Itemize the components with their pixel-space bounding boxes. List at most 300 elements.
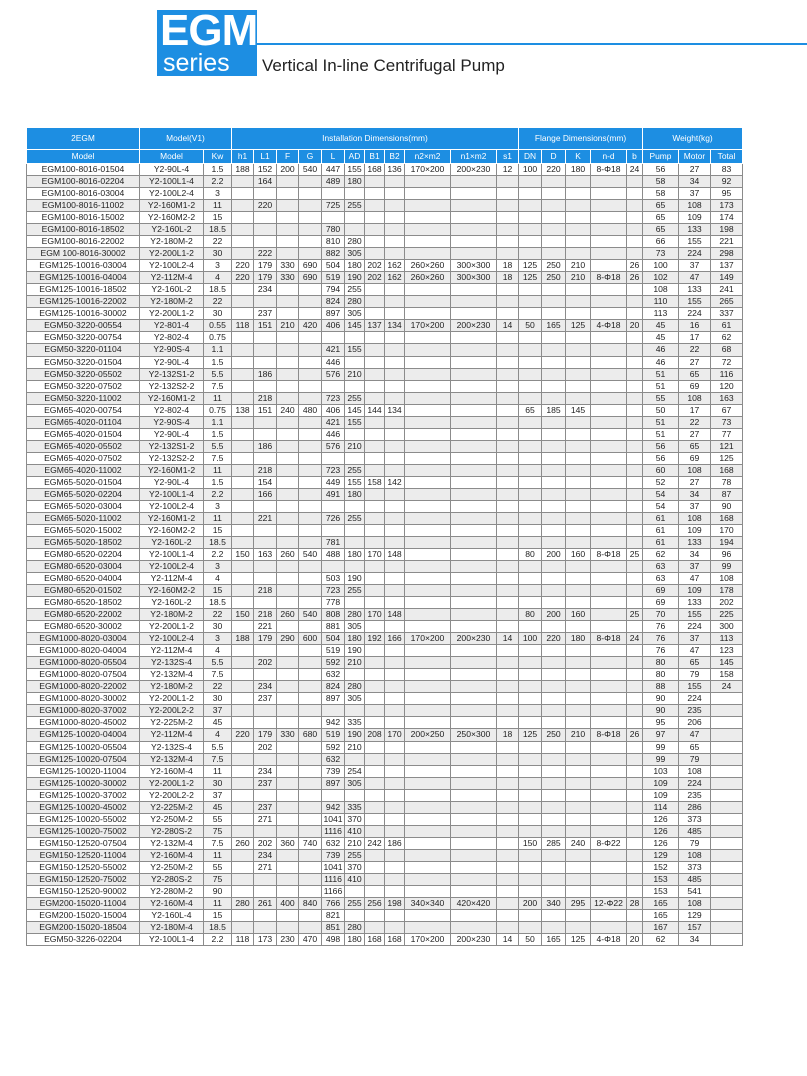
table-cell — [627, 693, 643, 705]
table-cell: Y2-200L1-2 — [140, 777, 204, 789]
table-cell — [345, 536, 365, 548]
table-cell — [232, 512, 254, 524]
table-cell — [345, 332, 365, 344]
table-cell: 65 — [643, 212, 679, 224]
table-cell — [591, 561, 627, 573]
table-cell: Y2-132S2-2 — [140, 452, 204, 464]
table-cell: EGM65-4020-07502 — [27, 452, 140, 464]
table-cell — [519, 921, 542, 933]
table-cell — [254, 296, 277, 308]
table-cell — [542, 416, 566, 428]
table-cell: 5.5 — [204, 741, 232, 753]
table-cell: EGM1000-8020-22002 — [27, 681, 140, 693]
table-cell — [232, 741, 254, 753]
table-cell: Y2-200L2-2 — [140, 705, 204, 717]
table-cell: 200 — [519, 897, 542, 909]
table-cell: 180 — [345, 260, 365, 272]
table-cell — [591, 188, 627, 200]
table-cell — [405, 609, 451, 621]
table-cell — [566, 284, 591, 296]
table-cell — [385, 344, 405, 356]
table-cell: EGM65-5020-18502 — [27, 536, 140, 548]
table-cell — [497, 200, 519, 212]
table-cell — [566, 488, 591, 500]
table-cell: 178 — [711, 585, 743, 597]
table-cell: 186 — [254, 440, 277, 452]
table-cell — [254, 561, 277, 573]
table-cell — [627, 488, 643, 500]
table-cell — [497, 512, 519, 524]
table-cell — [542, 536, 566, 548]
table-cell — [385, 861, 405, 873]
column-header: B1 — [365, 150, 385, 164]
table-cell — [566, 657, 591, 669]
table-cell: Y2-160M-4 — [140, 849, 204, 861]
table-cell: 62 — [643, 549, 679, 561]
table-cell — [566, 212, 591, 224]
table-cell — [405, 789, 451, 801]
table-cell: Y2-90L-4 — [140, 476, 204, 488]
table-cell — [232, 248, 254, 260]
table-cell — [497, 248, 519, 260]
table-cell: 220 — [232, 272, 254, 284]
table-cell — [365, 356, 385, 368]
table-cell: 102 — [643, 272, 679, 284]
table-cell: Y2-90S-4 — [140, 416, 204, 428]
table-cell: 15 — [204, 909, 232, 921]
table-cell — [277, 765, 299, 777]
table-cell: EGM125-10020-04004 — [27, 729, 140, 741]
table-cell — [451, 392, 497, 404]
table-cell: 739 — [322, 765, 345, 777]
table-row — [27, 693, 743, 705]
table-cell: 280 — [345, 609, 365, 621]
table-cell — [519, 765, 542, 777]
table-cell — [566, 248, 591, 260]
table-cell — [277, 573, 299, 585]
table-cell: 180 — [566, 164, 591, 176]
table-cell — [254, 356, 277, 368]
table-cell: 208 — [365, 729, 385, 741]
table-cell — [451, 573, 497, 585]
table-cell — [591, 176, 627, 188]
table-cell — [566, 188, 591, 200]
table-cell: EGM150-12520-55002 — [27, 861, 140, 873]
table-cell — [566, 332, 591, 344]
column-header: F — [277, 150, 299, 164]
table-cell — [451, 212, 497, 224]
table-cell — [277, 585, 299, 597]
table-cell — [299, 741, 322, 753]
table-cell — [627, 536, 643, 548]
table-cell: EGM65-5020-03004 — [27, 500, 140, 512]
table-cell: EGM150-12520-11004 — [27, 849, 140, 861]
table-cell: 20 — [627, 934, 643, 946]
table-cell — [299, 669, 322, 681]
table-row — [27, 909, 743, 921]
table-cell — [385, 621, 405, 633]
table-cell — [254, 717, 277, 729]
table-cell — [566, 921, 591, 933]
table-cell — [627, 885, 643, 897]
column-header: G — [299, 150, 322, 164]
table-cell: 118 — [232, 320, 254, 332]
table-cell — [591, 344, 627, 356]
table-cell — [299, 284, 322, 296]
table-cell — [497, 188, 519, 200]
table-cell: 22 — [679, 416, 711, 428]
table-cell: 75 — [204, 873, 232, 885]
table-cell — [627, 873, 643, 885]
table-cell: 4 — [204, 272, 232, 284]
table-cell — [365, 657, 385, 669]
table-cell — [232, 212, 254, 224]
table-cell: 145 — [345, 404, 365, 416]
table-cell — [365, 392, 385, 404]
table-cell — [519, 428, 542, 440]
table-cell: 14 — [497, 934, 519, 946]
table-cell: 150 — [232, 609, 254, 621]
table-cell — [497, 368, 519, 380]
table-cell — [365, 452, 385, 464]
table-cell: 210 — [345, 741, 365, 753]
table-cell — [591, 368, 627, 380]
table-cell — [345, 789, 365, 801]
table-cell: 27 — [679, 428, 711, 440]
table-cell: 726 — [322, 512, 345, 524]
table-cell: 541 — [679, 885, 711, 897]
table-cell — [385, 801, 405, 813]
table-cell: Y2-802-4 — [140, 404, 204, 416]
table-cell: 210 — [566, 260, 591, 272]
header-rule — [257, 43, 807, 45]
table-cell: Y2-100L1-4 — [140, 488, 204, 500]
table-cell — [591, 789, 627, 801]
table-cell: 155 — [345, 416, 365, 428]
table-cell — [627, 669, 643, 681]
table-cell: 165 — [542, 934, 566, 946]
table-cell — [542, 308, 566, 320]
table-cell — [591, 597, 627, 609]
table-cell — [385, 573, 405, 585]
table-cell: 540 — [299, 164, 322, 176]
table-cell: 18 — [497, 272, 519, 284]
table-cell — [451, 536, 497, 548]
table-cell: 202 — [254, 657, 277, 669]
table-cell: 83 — [711, 164, 743, 176]
table-cell: 489 — [322, 176, 345, 188]
table-cell — [542, 452, 566, 464]
table-cell: 237 — [254, 308, 277, 320]
table-cell — [497, 801, 519, 813]
table-cell: 179 — [254, 729, 277, 741]
table-cell — [365, 296, 385, 308]
table-cell — [232, 849, 254, 861]
table-cell — [451, 476, 497, 488]
table-cell: EGM125-10016-03004 — [27, 260, 140, 272]
table-cell: EGM65-4020-00754 — [27, 404, 140, 416]
table-cell: 290 — [277, 633, 299, 645]
table-cell: 45 — [204, 801, 232, 813]
table-cell: 180 — [345, 549, 365, 561]
table-cell — [542, 885, 566, 897]
table-cell — [365, 224, 385, 236]
table-cell — [519, 344, 542, 356]
table-cell — [232, 236, 254, 248]
table-cell: 370 — [345, 813, 365, 825]
table-cell: 218 — [254, 392, 277, 404]
table-cell — [277, 789, 299, 801]
table-cell: 37 — [679, 561, 711, 573]
table-cell — [566, 524, 591, 536]
table-cell — [711, 885, 743, 897]
table-cell: 137 — [711, 260, 743, 272]
table-cell — [365, 861, 385, 873]
table-cell: 79 — [679, 669, 711, 681]
table-row — [27, 873, 743, 885]
table-cell: 255 — [345, 585, 365, 597]
table-cell — [519, 512, 542, 524]
table-row — [27, 573, 743, 585]
table-cell: 1.5 — [204, 428, 232, 440]
table-cell: 22 — [679, 344, 711, 356]
table-cell — [299, 789, 322, 801]
column-header: Kw — [204, 150, 232, 164]
table-cell — [254, 597, 277, 609]
table-cell — [405, 332, 451, 344]
table-cell — [232, 392, 254, 404]
table-cell — [497, 176, 519, 188]
table-cell — [497, 885, 519, 897]
table-cell: 90 — [711, 500, 743, 512]
table-cell: 8-Φ18 — [591, 729, 627, 741]
table-cell: 180 — [345, 488, 365, 500]
table-cell: 234 — [254, 681, 277, 693]
table-cell: 110 — [643, 296, 679, 308]
table-cell: Y2-100L1-4 — [140, 176, 204, 188]
table-cell — [566, 236, 591, 248]
table-cell — [299, 212, 322, 224]
table-cell — [299, 224, 322, 236]
table-cell — [627, 404, 643, 416]
table-cell: 330 — [277, 260, 299, 272]
table-cell — [591, 825, 627, 837]
table-cell — [277, 825, 299, 837]
table-cell: 449 — [322, 476, 345, 488]
table-cell: 210 — [345, 837, 365, 849]
table-cell — [497, 356, 519, 368]
table-cell: EGM50-3220-11002 — [27, 392, 140, 404]
table-cell: 69 — [679, 380, 711, 392]
table-cell — [542, 464, 566, 476]
table-cell: 126 — [643, 813, 679, 825]
column-header: B2 — [385, 150, 405, 164]
table-cell: 330 — [277, 729, 299, 741]
table-cell — [451, 813, 497, 825]
table-cell: 242 — [365, 837, 385, 849]
table-cell: 108 — [679, 392, 711, 404]
table-cell — [365, 777, 385, 789]
table-cell: 406 — [322, 404, 345, 416]
table-cell: Y2-180M-4 — [140, 921, 204, 933]
table-cell: 504 — [322, 633, 345, 645]
table-cell — [627, 176, 643, 188]
table-cell — [451, 669, 497, 681]
table-cell — [322, 789, 345, 801]
table-cell — [277, 681, 299, 693]
table-cell — [591, 512, 627, 524]
table-cell — [542, 813, 566, 825]
table-cell — [277, 873, 299, 885]
table-cell: 73 — [643, 248, 679, 260]
column-header: Model — [140, 150, 204, 164]
table-cell: 100 — [643, 260, 679, 272]
table-cell — [232, 176, 254, 188]
table-cell: Y2-160M1-2 — [140, 392, 204, 404]
table-cell: EGM125-10020-55002 — [27, 813, 140, 825]
table-cell: 37 — [679, 188, 711, 200]
table-cell — [591, 200, 627, 212]
table-cell — [232, 476, 254, 488]
table-cell — [497, 500, 519, 512]
table-cell — [385, 488, 405, 500]
table-cell: 61 — [711, 320, 743, 332]
group-header-flange: Flange Dimensions(mm) — [519, 128, 643, 150]
table-cell: 942 — [322, 717, 345, 729]
table-cell — [451, 416, 497, 428]
table-cell: EGM150-12520-90002 — [27, 885, 140, 897]
table-cell: Y2-112M-4 — [140, 645, 204, 657]
table-cell — [232, 645, 254, 657]
table-cell: 491 — [322, 488, 345, 500]
group-header-row — [27, 128, 743, 150]
table-cell — [566, 512, 591, 524]
table-cell: 12 — [497, 164, 519, 176]
table-cell — [519, 873, 542, 885]
table-cell — [345, 705, 365, 717]
table-cell: 37 — [204, 789, 232, 801]
table-cell — [365, 416, 385, 428]
table-cell: 7.5 — [204, 669, 232, 681]
table-row — [27, 681, 743, 693]
table-row — [27, 536, 743, 548]
table-row — [27, 488, 743, 500]
table-cell — [405, 741, 451, 753]
table-cell — [591, 909, 627, 921]
table-cell: 1.1 — [204, 344, 232, 356]
table-cell: 137 — [365, 320, 385, 332]
table-cell: 1116 — [322, 825, 345, 837]
table-cell: 592 — [322, 741, 345, 753]
table-cell — [254, 825, 277, 837]
table-cell: 4-Φ18 — [591, 934, 627, 946]
table-cell — [385, 849, 405, 861]
table-cell: Y2-132M-4 — [140, 837, 204, 849]
table-cell: 65 — [643, 224, 679, 236]
table-cell — [405, 681, 451, 693]
table-cell — [277, 212, 299, 224]
table-cell: 8-Φ18 — [591, 549, 627, 561]
table-cell — [405, 236, 451, 248]
table-cell — [542, 248, 566, 260]
table-cell — [591, 464, 627, 476]
table-cell — [299, 344, 322, 356]
table-cell: 11 — [204, 765, 232, 777]
table-cell — [497, 861, 519, 873]
table-cell: 14 — [497, 633, 519, 645]
table-cell — [542, 849, 566, 861]
table-cell — [451, 873, 497, 885]
table-row — [27, 368, 743, 380]
table-row — [27, 428, 743, 440]
table-cell: 220 — [254, 200, 277, 212]
table-cell: 65 — [679, 368, 711, 380]
table-cell — [627, 705, 643, 717]
table-cell: 298 — [711, 248, 743, 260]
table-cell — [711, 777, 743, 789]
table-row — [27, 729, 743, 741]
table-cell: 305 — [345, 308, 365, 320]
table-cell: Y2-90L-4 — [140, 356, 204, 368]
table-cell: 70 — [643, 609, 679, 621]
table-cell — [365, 909, 385, 921]
table-cell — [542, 825, 566, 837]
table-cell — [519, 585, 542, 597]
table-cell: 45 — [643, 320, 679, 332]
table-row — [27, 524, 743, 536]
table-cell — [299, 512, 322, 524]
table-cell: 30 — [204, 248, 232, 260]
table-cell — [232, 368, 254, 380]
table-cell: 65 — [679, 741, 711, 753]
table-cell: Y2-100L1-4 — [140, 934, 204, 946]
table-row — [27, 320, 743, 332]
table-cell: 739 — [322, 849, 345, 861]
table-cell — [497, 681, 519, 693]
table-cell: 37 — [679, 633, 711, 645]
table-cell — [519, 452, 542, 464]
table-cell — [591, 681, 627, 693]
table-cell: 144 — [365, 404, 385, 416]
table-cell: 4 — [204, 645, 232, 657]
table-cell — [451, 621, 497, 633]
table-cell: 200 — [542, 609, 566, 621]
table-cell: 881 — [322, 621, 345, 633]
table-cell — [542, 212, 566, 224]
table-cell: 840 — [299, 897, 322, 909]
table-cell: 149 — [711, 272, 743, 284]
table-cell — [627, 813, 643, 825]
table-cell: 260×260 — [405, 260, 451, 272]
table-cell — [254, 344, 277, 356]
table-cell — [711, 934, 743, 946]
table-cell — [497, 837, 519, 849]
table-cell — [277, 705, 299, 717]
table-row — [27, 332, 743, 344]
table-cell: 220 — [542, 164, 566, 176]
table-cell: 90 — [204, 885, 232, 897]
table-cell — [542, 512, 566, 524]
table-cell — [566, 200, 591, 212]
table-cell — [365, 645, 385, 657]
table-cell — [365, 801, 385, 813]
table-cell: 218 — [254, 464, 277, 476]
table-cell — [542, 861, 566, 873]
table-cell: 206 — [679, 717, 711, 729]
table-cell: 157 — [679, 921, 711, 933]
table-cell — [497, 669, 519, 681]
table-cell: Y2-160M2-2 — [140, 524, 204, 536]
